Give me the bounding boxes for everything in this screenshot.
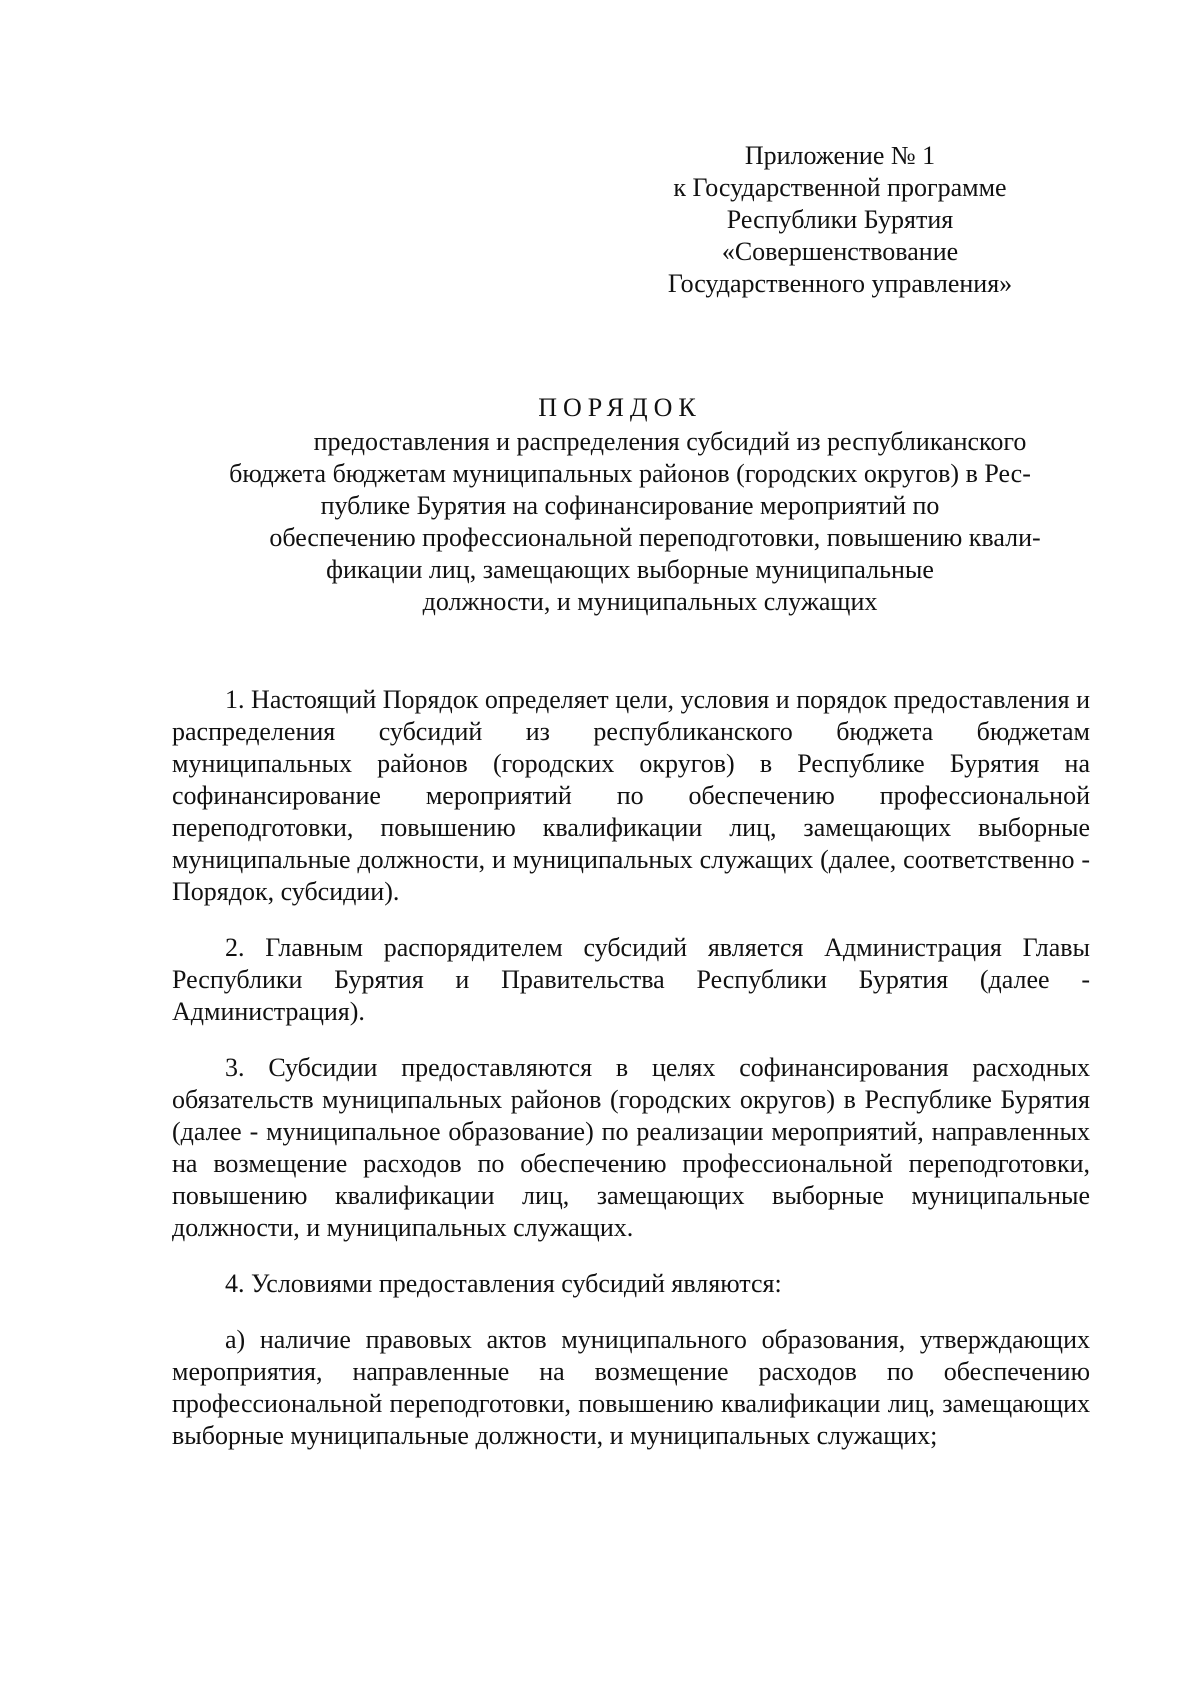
document-body xyxy=(172,684,1090,1476)
appendix-line: Приложение № 1 xyxy=(744,141,936,170)
subtitle-line: предоставления и распределения субсидий из республиканского xyxy=(313,427,1027,456)
appendix-line: «Совершенствование xyxy=(721,237,959,266)
paragraph-4: 4. Условиями предоставления субсидий являются: xyxy=(225,1269,782,1298)
appendix-header xyxy=(620,140,1060,300)
subtitle-line: фикации лиц, замещающих выборные муниципальные xyxy=(326,555,934,584)
subtitle-line: должности, и муниципальных служащих xyxy=(422,587,878,616)
subtitle-line: публике Бурятия на софинансирование мероприятий по xyxy=(320,491,940,520)
paragraph-3: 3. Субсидии предоставляются в целях софинансирования расходных обязательств муниципальных районов (городских округов) в Республике Бурятия (далее - муниципальное образование) по реализации мероприятий, направленных на возмещение расходов по обеспечению профессиональной переподготовки, повышению квалификации лиц, замещающих выборные муниципальные должности, и муниципальных служащих. xyxy=(172,1053,1090,1242)
paragraph-4a: а) наличие правовых актов муниципального образования, утверждающих мероприятия, направленные на возмещение расходов по обеспечению профессиональной переподготовки, повышению квалификации лиц, замещающих выборные муниципальные должности, и муниципальных служащих; xyxy=(172,1325,1090,1450)
appendix-line: Республики Бурятия xyxy=(726,205,954,234)
paragraph-1: 1. Настоящий Порядок определяет цели, условия и порядок предоставления и распределения субсидий из республиканского бюджета бюджетам муниципальных районов (городских округов) в Республике Бурятия на софинансирование мероприятий по обеспечению профессиональной переподготовки, повышению квалификации лиц, замещающих выборные муниципальные должности, и муниципальных служащих (далее, соответственно - Порядок, субсидии). xyxy=(172,685,1090,906)
paragraph-2: 2. Главным распорядителем субсидий является Администрация Главы Республики Бурятия и Правительства Республики Бурятия (далее - Администрация). xyxy=(172,933,1090,1026)
document-title: ПОРЯДОК xyxy=(538,393,702,422)
document-subtitle xyxy=(180,426,1080,618)
appendix-line: к Государственной программе xyxy=(673,173,1007,202)
appendix-line: Государственного управления» xyxy=(667,269,1013,298)
subtitle-line: бюджета бюджетам муниципальных районов (городских округов) в Рес- xyxy=(229,459,1031,488)
subtitle-line: обеспечению профессиональной переподготовки, повышению квали- xyxy=(269,523,1041,552)
